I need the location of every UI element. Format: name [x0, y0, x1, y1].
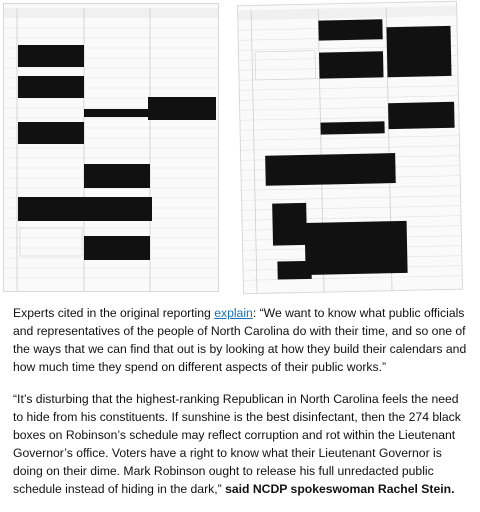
paragraph-1-quote: : “We want to know what public officials and representatives of the people of North Carolina do with their time, and so one of the ways that we can find that out is by looking at how they build their calendars and how much time they spend on different aspects of their public works.” — [13, 306, 467, 374]
quote-attribution: said NCDP spokeswoman Rachel Stein. — [225, 482, 455, 496]
explain-link[interactable]: explain — [214, 306, 253, 320]
article-body — [13, 304, 468, 512]
paragraph-2-quote: “It’s disturbing that the highest-ranking Republican in North Carolina feels the need to hide from his constituents. If sunshine is the best disinfectant, then the 274 black boxes on Robinson’s schedule may reflect corruption and rot within the Lieutenant Governor’s office. Voters have a right to know what their Lieutenant Governor is doing on their dime. Mark Robinson ought to release his full unredacted public schedule instead of hiding in the dark,” — [13, 392, 461, 496]
redacted-calendar-scan-right — [237, 1, 463, 295]
paragraph-stein-quote — [13, 390, 468, 498]
paragraph-1-prefix: Experts cited in the original reporting — [13, 306, 215, 320]
calendar-grid-left — [4, 4, 218, 291]
calendar-grid-right — [238, 2, 462, 294]
paragraph-experts — [13, 304, 468, 376]
redacted-calendar-scan-left — [3, 3, 219, 292]
